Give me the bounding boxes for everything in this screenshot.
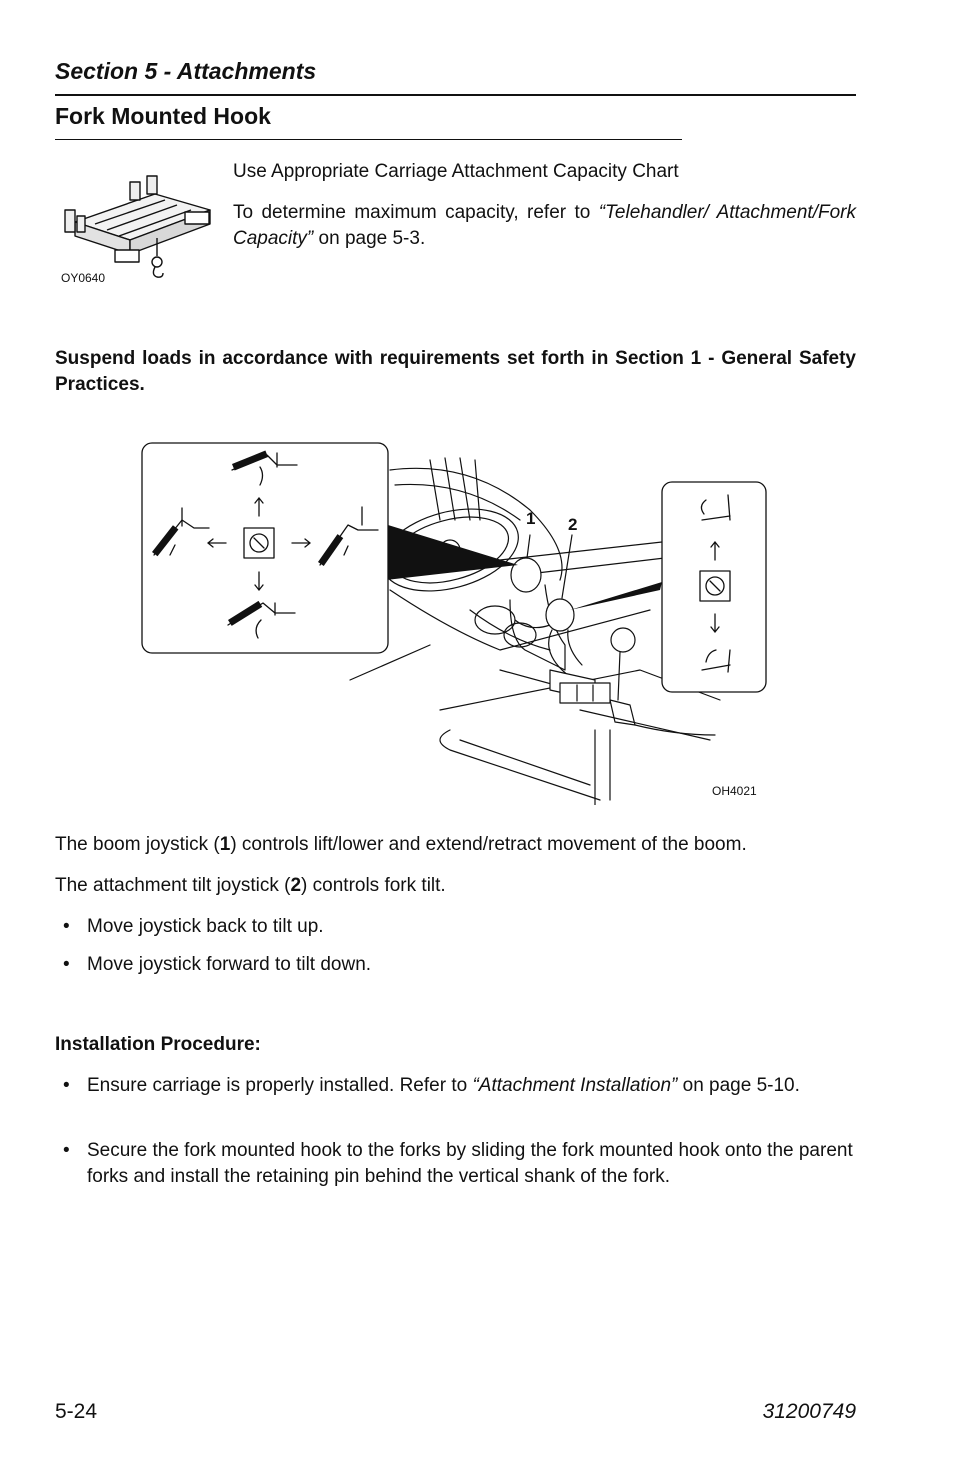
boom-joystick-description xyxy=(55,832,856,858)
fork-mounted-hook-illustration xyxy=(55,172,220,287)
bullet-text: Move joystick back to tilt up. xyxy=(87,916,324,937)
list-item xyxy=(55,1138,856,1190)
bullet-text: Secure the fork mounted hook to the forks by sliding the fork mounted hook onto the parent forks and install the retaining pin behind the vertical shank of the fork. xyxy=(87,1140,853,1187)
list-item xyxy=(55,914,856,940)
capacity-chart-text: Use Appropriate Carriage Attachment Capacity Chart xyxy=(233,161,679,182)
boom-desc-prefix: The boom joystick ( xyxy=(55,834,220,855)
illustration-label: OY0640 xyxy=(61,271,106,285)
tilt-desc-prefix: The attachment tilt joystick ( xyxy=(55,875,291,896)
boom-desc-number: 1 xyxy=(219,834,231,855)
boom-desc-suffix: ) controls lift/lower and extend/retract movement of the boom. xyxy=(230,834,747,855)
install-step1-prefix: Ensure carriage is properly installed. Refer to xyxy=(87,1075,473,1096)
callout-2: 2 xyxy=(568,515,578,534)
capacity-reference-link: “Telehandler/ Attachment/Fork Capacity” xyxy=(233,202,856,249)
safety-warning: Suspend loads in accordance with requirements set forth in Section 1 - General Safety Practices. xyxy=(55,348,856,395)
capacity-suffix: on page 5-3. xyxy=(313,228,426,249)
page-title: Fork Mounted Hook xyxy=(55,103,271,129)
bullet-icon: • xyxy=(63,916,70,937)
page-number: 5-24 xyxy=(55,1400,98,1423)
bullet-icon: • xyxy=(63,1140,70,1161)
capacity-prefix: To determine maximum capacity, refer to xyxy=(233,202,599,223)
callout-1: 1 xyxy=(526,509,536,528)
document-number: 31200749 xyxy=(762,1400,856,1423)
section-divider xyxy=(55,94,856,96)
install-step1-reference: “Attachment Installation” xyxy=(472,1075,678,1096)
bullet-text xyxy=(87,1073,856,1099)
capacity-reference-paragraph xyxy=(233,200,856,252)
bullet-icon: • xyxy=(63,954,70,975)
list-item xyxy=(55,952,856,978)
tilt-desc-suffix: ) controls fork tilt. xyxy=(301,875,446,896)
bullet-icon: • xyxy=(63,1075,70,1096)
title-divider xyxy=(55,139,682,140)
section-title: Section 5 - Attachments xyxy=(55,58,317,84)
bullet-text: Move joystick forward to tilt down. xyxy=(87,954,372,975)
installation-heading: Installation Procedure: xyxy=(55,1034,261,1055)
figure-label: OH4021 xyxy=(712,784,757,798)
list-item xyxy=(55,1073,856,1099)
joystick-controls-figure xyxy=(140,440,770,805)
tilt-desc-number: 2 xyxy=(290,875,302,896)
tilt-joystick-description xyxy=(55,873,856,899)
install-step1-suffix: on page 5-10. xyxy=(677,1075,800,1096)
